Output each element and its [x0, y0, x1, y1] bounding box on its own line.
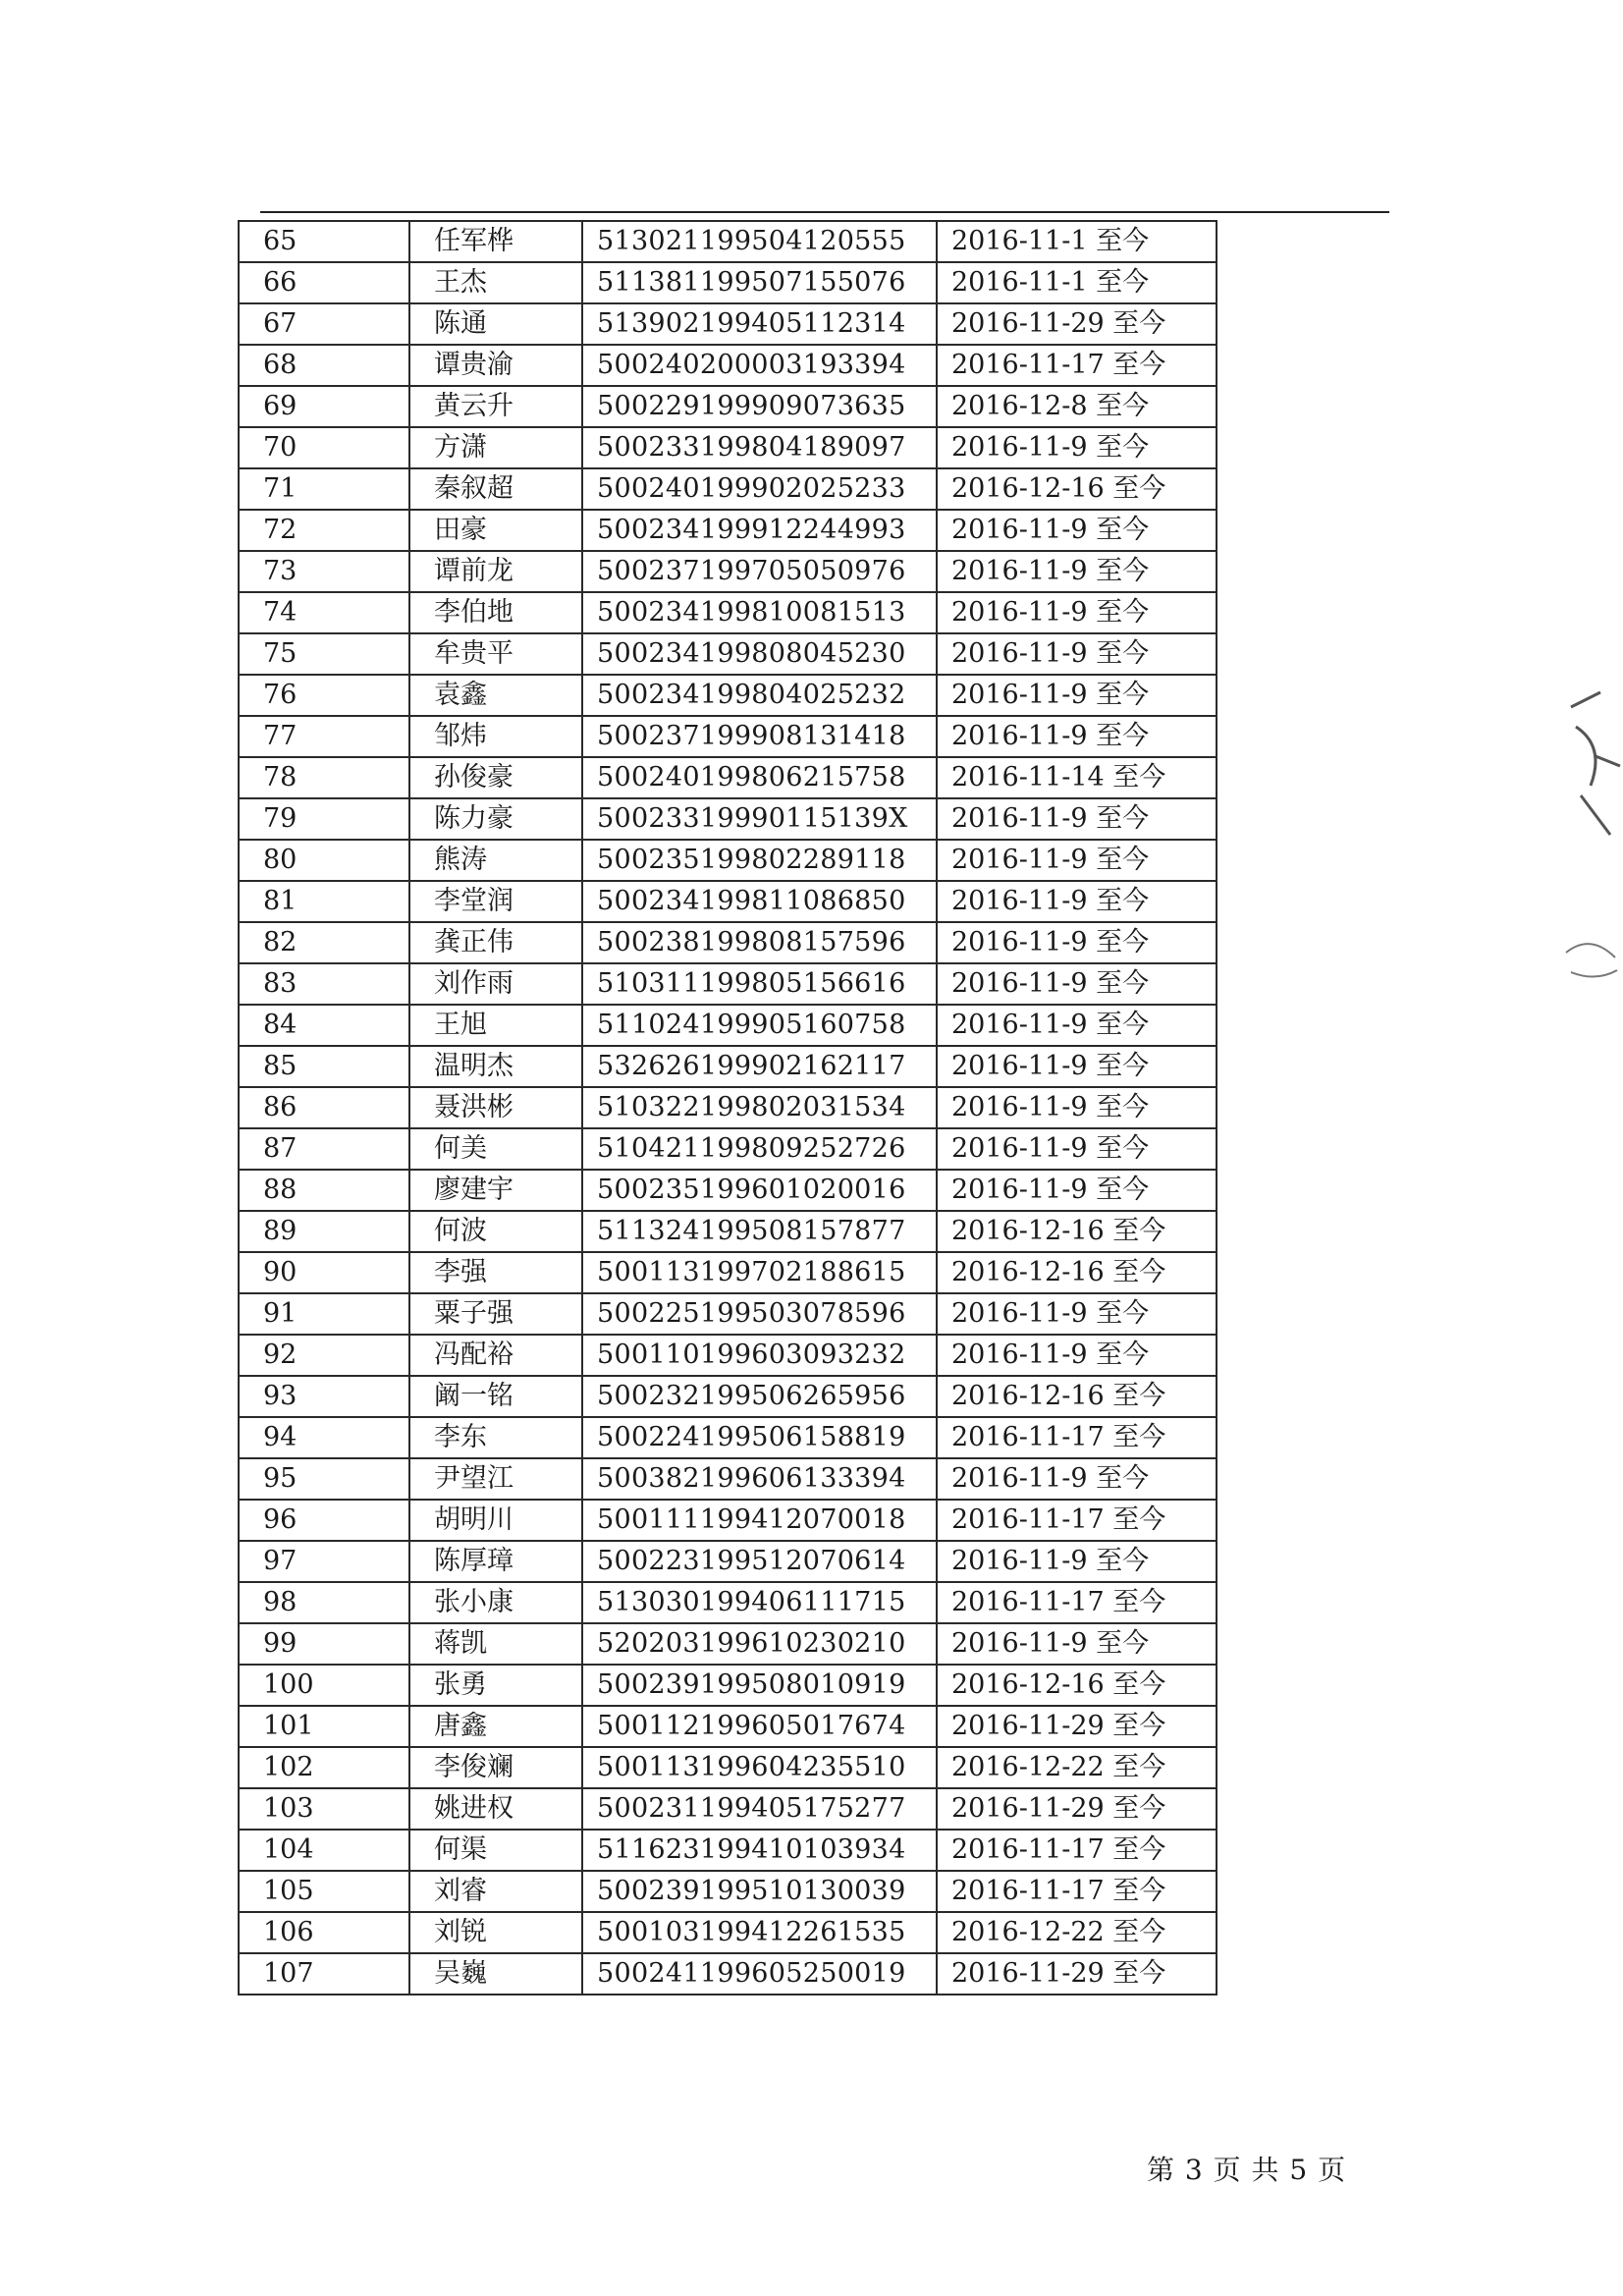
id-number: 500234199811086850: [582, 881, 937, 922]
table-row: [239, 1582, 1217, 1623]
id-number: 500239199510130039: [582, 1871, 937, 1912]
employment-period: 2016-11-17 至今: [937, 1830, 1217, 1871]
person-name: 聂洪彬: [409, 1087, 582, 1128]
id-number: 500111199412070018: [582, 1500, 937, 1541]
employment-period: 2016-11-17 至今: [937, 1500, 1217, 1541]
table-row: [239, 386, 1217, 427]
id-number: 510311199805156616: [582, 963, 937, 1005]
table-row: [239, 1417, 1217, 1458]
row-number: 84: [239, 1005, 409, 1046]
person-name: 黄云升: [409, 386, 582, 427]
id-number: 500235199601020016: [582, 1170, 937, 1211]
id-number: 510322199802031534: [582, 1087, 937, 1128]
person-name: 李俊斓: [409, 1747, 582, 1788]
row-number: 102: [239, 1747, 409, 1788]
table-row: [239, 1747, 1217, 1788]
person-name: 何波: [409, 1211, 582, 1252]
page-number: 第 3 页 共 5 页: [1147, 2154, 1347, 2186]
id-number: 500237199705050976: [582, 551, 937, 592]
seal-stamp-fragment: [1561, 687, 1623, 845]
row-number: 93: [239, 1376, 409, 1417]
table-row: [239, 1788, 1217, 1830]
employment-period: 2016-12-22 至今: [937, 1747, 1217, 1788]
id-number: 500239199508010919: [582, 1665, 937, 1706]
id-number: 500103199412261535: [582, 1912, 937, 1953]
person-name: 陈通: [409, 303, 582, 345]
employment-period: 2016-11-17 至今: [937, 1871, 1217, 1912]
row-number: 95: [239, 1458, 409, 1500]
table-row: [239, 798, 1217, 840]
header-rule: [260, 211, 1389, 213]
person-name: 邹炜: [409, 716, 582, 757]
employment-period: 2016-11-9 至今: [937, 633, 1217, 675]
id-number: 500238199808157596: [582, 922, 937, 963]
person-name: 田豪: [409, 510, 582, 551]
table-row: [239, 1335, 1217, 1376]
employment-period: 2016-11-9 至今: [937, 592, 1217, 633]
person-name: 任军桦: [409, 221, 582, 262]
row-number: 100: [239, 1665, 409, 1706]
row-number: 78: [239, 757, 409, 798]
id-number: 513902199405112314: [582, 303, 937, 345]
person-name: 冯配裕: [409, 1335, 582, 1376]
employment-period: 2016-11-9 至今: [937, 922, 1217, 963]
table-row: [239, 1541, 1217, 1582]
person-name: 陈力豪: [409, 798, 582, 840]
table-row: [239, 468, 1217, 510]
person-name: 谭贵渝: [409, 345, 582, 386]
row-number: 70: [239, 427, 409, 468]
person-name: 吴巍: [409, 1953, 582, 1995]
row-number: 94: [239, 1417, 409, 1458]
table-row: [239, 1293, 1217, 1335]
table-row: [239, 345, 1217, 386]
person-name: 王杰: [409, 262, 582, 303]
table-row: [239, 716, 1217, 757]
employment-period: 2016-11-29 至今: [937, 303, 1217, 345]
person-name: 刘睿: [409, 1871, 582, 1912]
employment-period: 2016-11-9 至今: [937, 551, 1217, 592]
employment-period: 2016-11-9 至今: [937, 1623, 1217, 1665]
table-row: [239, 303, 1217, 345]
row-number: 72: [239, 510, 409, 551]
row-number: 96: [239, 1500, 409, 1541]
id-number: 513030199406111715: [582, 1582, 937, 1623]
person-name: 刘作雨: [409, 963, 582, 1005]
table-row: [239, 592, 1217, 633]
row-number: 71: [239, 468, 409, 510]
id-number: 500229199909073635: [582, 386, 937, 427]
employment-period: 2016-11-1 至今: [937, 221, 1217, 262]
id-number: 511024199905160758: [582, 1005, 937, 1046]
id-number: 500224199506158819: [582, 1417, 937, 1458]
id-number: 500240199806215758: [582, 757, 937, 798]
person-name: 秦叙超: [409, 468, 582, 510]
employment-period: 2016-11-29 至今: [937, 1706, 1217, 1747]
id-number: 500235199802289118: [582, 840, 937, 881]
id-number: 511381199507155076: [582, 262, 937, 303]
employment-period: 2016-11-9 至今: [937, 427, 1217, 468]
row-number: 80: [239, 840, 409, 881]
id-number: 500382199606133394: [582, 1458, 937, 1500]
employment-period: 2016-11-9 至今: [937, 716, 1217, 757]
table-row: [239, 1871, 1217, 1912]
table-row: [239, 1376, 1217, 1417]
employment-period: 2016-12-16 至今: [937, 1252, 1217, 1293]
id-number: 500110199603093232: [582, 1335, 937, 1376]
table-row: [239, 1706, 1217, 1747]
row-number: 105: [239, 1871, 409, 1912]
person-name: 李伯地: [409, 592, 582, 633]
person-name: 张勇: [409, 1665, 582, 1706]
employment-period: 2016-12-16 至今: [937, 1211, 1217, 1252]
table-row: [239, 840, 1217, 881]
person-name: 廖建宇: [409, 1170, 582, 1211]
employment-period: 2016-11-9 至今: [937, 1541, 1217, 1582]
row-number: 77: [239, 716, 409, 757]
id-number: 500240199902025233: [582, 468, 937, 510]
employment-period: 2016-12-8 至今: [937, 386, 1217, 427]
roster-table: [238, 220, 1217, 1995]
employment-period: 2016-11-17 至今: [937, 345, 1217, 386]
table-row: [239, 510, 1217, 551]
id-number: 50023319990115139X: [582, 798, 937, 840]
employment-period: 2016-11-1 至今: [937, 262, 1217, 303]
row-number: 99: [239, 1623, 409, 1665]
employment-period: 2016-11-29 至今: [937, 1953, 1217, 1995]
table-row: [239, 1500, 1217, 1541]
table-row: [239, 1128, 1217, 1170]
employment-period: 2016-11-9 至今: [937, 963, 1217, 1005]
employment-period: 2016-11-9 至今: [937, 1335, 1217, 1376]
table-row: [239, 221, 1217, 262]
employment-period: 2016-12-16 至今: [937, 1665, 1217, 1706]
employment-period: 2016-11-9 至今: [937, 675, 1217, 716]
id-number: 500234199912244993: [582, 510, 937, 551]
row-number: 65: [239, 221, 409, 262]
row-number: 90: [239, 1252, 409, 1293]
row-number: 75: [239, 633, 409, 675]
row-number: 106: [239, 1912, 409, 1953]
person-name: 李强: [409, 1252, 582, 1293]
employment-period: 2016-11-14 至今: [937, 757, 1217, 798]
table-row: [239, 427, 1217, 468]
employment-period: 2016-11-9 至今: [937, 1046, 1217, 1087]
person-name: 胡明川: [409, 1500, 582, 1541]
table-row: [239, 757, 1217, 798]
table-row: [239, 922, 1217, 963]
employment-period: 2016-11-9 至今: [937, 1087, 1217, 1128]
row-number: 97: [239, 1541, 409, 1582]
table-row: [239, 1211, 1217, 1252]
person-name: 刘锐: [409, 1912, 582, 1953]
person-name: 尹望江: [409, 1458, 582, 1500]
table-row: [239, 633, 1217, 675]
id-number: 500231199405175277: [582, 1788, 937, 1830]
row-number: 86: [239, 1087, 409, 1128]
table-row: [239, 1005, 1217, 1046]
table-row: [239, 1830, 1217, 1871]
person-name: 何美: [409, 1128, 582, 1170]
person-name: 温明杰: [409, 1046, 582, 1087]
employment-period: 2016-11-17 至今: [937, 1417, 1217, 1458]
employment-period: 2016-11-9 至今: [937, 1005, 1217, 1046]
person-name: 孙俊豪: [409, 757, 582, 798]
id-number: 500240200003193394: [582, 345, 937, 386]
id-number: 520203199610230210: [582, 1623, 937, 1665]
person-name: 方潇: [409, 427, 582, 468]
person-name: 何渠: [409, 1830, 582, 1871]
row-number: 87: [239, 1128, 409, 1170]
row-number: 92: [239, 1335, 409, 1376]
person-name: 张小康: [409, 1582, 582, 1623]
row-number: 74: [239, 592, 409, 633]
person-name: 袁鑫: [409, 675, 582, 716]
person-name: 粟子强: [409, 1293, 582, 1335]
employment-period: 2016-11-9 至今: [937, 1458, 1217, 1500]
employment-period: 2016-11-9 至今: [937, 510, 1217, 551]
id-number: 510421199809252726: [582, 1128, 937, 1170]
id-number: 511623199410103934: [582, 1830, 937, 1871]
roster-body: [239, 221, 1217, 1995]
id-number: 500225199503078596: [582, 1293, 937, 1335]
id-number: 500241199605250019: [582, 1953, 937, 1995]
row-number: 69: [239, 386, 409, 427]
row-number: 68: [239, 345, 409, 386]
table-row: [239, 262, 1217, 303]
row-number: 104: [239, 1830, 409, 1871]
employment-period: 2016-12-22 至今: [937, 1912, 1217, 1953]
id-number: 500234199808045230: [582, 633, 937, 675]
table-row: [239, 675, 1217, 716]
row-number: 85: [239, 1046, 409, 1087]
person-name: 龚正伟: [409, 922, 582, 963]
person-name: 牟贵平: [409, 633, 582, 675]
row-number: 82: [239, 922, 409, 963]
id-number: 532626199902162117: [582, 1046, 937, 1087]
employment-period: 2016-11-9 至今: [937, 881, 1217, 922]
id-number: 511324199508157877: [582, 1211, 937, 1252]
row-number: 91: [239, 1293, 409, 1335]
person-name: 熊涛: [409, 840, 582, 881]
row-number: 107: [239, 1953, 409, 1995]
id-number: 500113199702188615: [582, 1252, 937, 1293]
id-number: 500234199804025232: [582, 675, 937, 716]
table-row: [239, 1912, 1217, 1953]
table-row: [239, 1252, 1217, 1293]
employment-period: 2016-11-9 至今: [937, 1128, 1217, 1170]
table-row: [239, 1458, 1217, 1500]
row-number: 76: [239, 675, 409, 716]
id-number: 500233199804189097: [582, 427, 937, 468]
seal-stamp-fragment-lower: [1556, 923, 1623, 992]
id-number: 500234199810081513: [582, 592, 937, 633]
id-number: 500237199908131418: [582, 716, 937, 757]
table-row: [239, 963, 1217, 1005]
row-number: 103: [239, 1788, 409, 1830]
row-number: 83: [239, 963, 409, 1005]
employment-period: 2016-11-9 至今: [937, 1293, 1217, 1335]
employment-period: 2016-11-9 至今: [937, 798, 1217, 840]
person-name: 唐鑫: [409, 1706, 582, 1747]
table-row: [239, 1953, 1217, 1995]
row-number: 88: [239, 1170, 409, 1211]
row-number: 89: [239, 1211, 409, 1252]
employment-period: 2016-11-9 至今: [937, 1170, 1217, 1211]
person-name: 陈厚璋: [409, 1541, 582, 1582]
id-number: 500113199604235510: [582, 1747, 937, 1788]
id-number: 500112199605017674: [582, 1706, 937, 1747]
id-number: 500223199512070614: [582, 1541, 937, 1582]
employment-period: 2016-12-16 至今: [937, 1376, 1217, 1417]
row-number: 73: [239, 551, 409, 592]
person-name: 阚一铭: [409, 1376, 582, 1417]
table-row: [239, 1170, 1217, 1211]
row-number: 101: [239, 1706, 409, 1747]
row-number: 66: [239, 262, 409, 303]
person-name: 李堂润: [409, 881, 582, 922]
table-row: [239, 1087, 1217, 1128]
person-name: 谭前龙: [409, 551, 582, 592]
person-name: 蒋凯: [409, 1623, 582, 1665]
employment-period: 2016-11-9 至今: [937, 840, 1217, 881]
row-number: 67: [239, 303, 409, 345]
person-name: 李东: [409, 1417, 582, 1458]
id-number: 500232199506265956: [582, 1376, 937, 1417]
row-number: 81: [239, 881, 409, 922]
employment-period: 2016-12-16 至今: [937, 468, 1217, 510]
table-row: [239, 551, 1217, 592]
employment-period: 2016-11-17 至今: [937, 1582, 1217, 1623]
table-row: [239, 1046, 1217, 1087]
id-number: 513021199504120555: [582, 221, 937, 262]
person-name: 姚进权: [409, 1788, 582, 1830]
person-name: 王旭: [409, 1005, 582, 1046]
table-row: [239, 1623, 1217, 1665]
table-row: [239, 881, 1217, 922]
row-number: 79: [239, 798, 409, 840]
row-number: 98: [239, 1582, 409, 1623]
table-row: [239, 1665, 1217, 1706]
employment-period: 2016-11-29 至今: [937, 1788, 1217, 1830]
